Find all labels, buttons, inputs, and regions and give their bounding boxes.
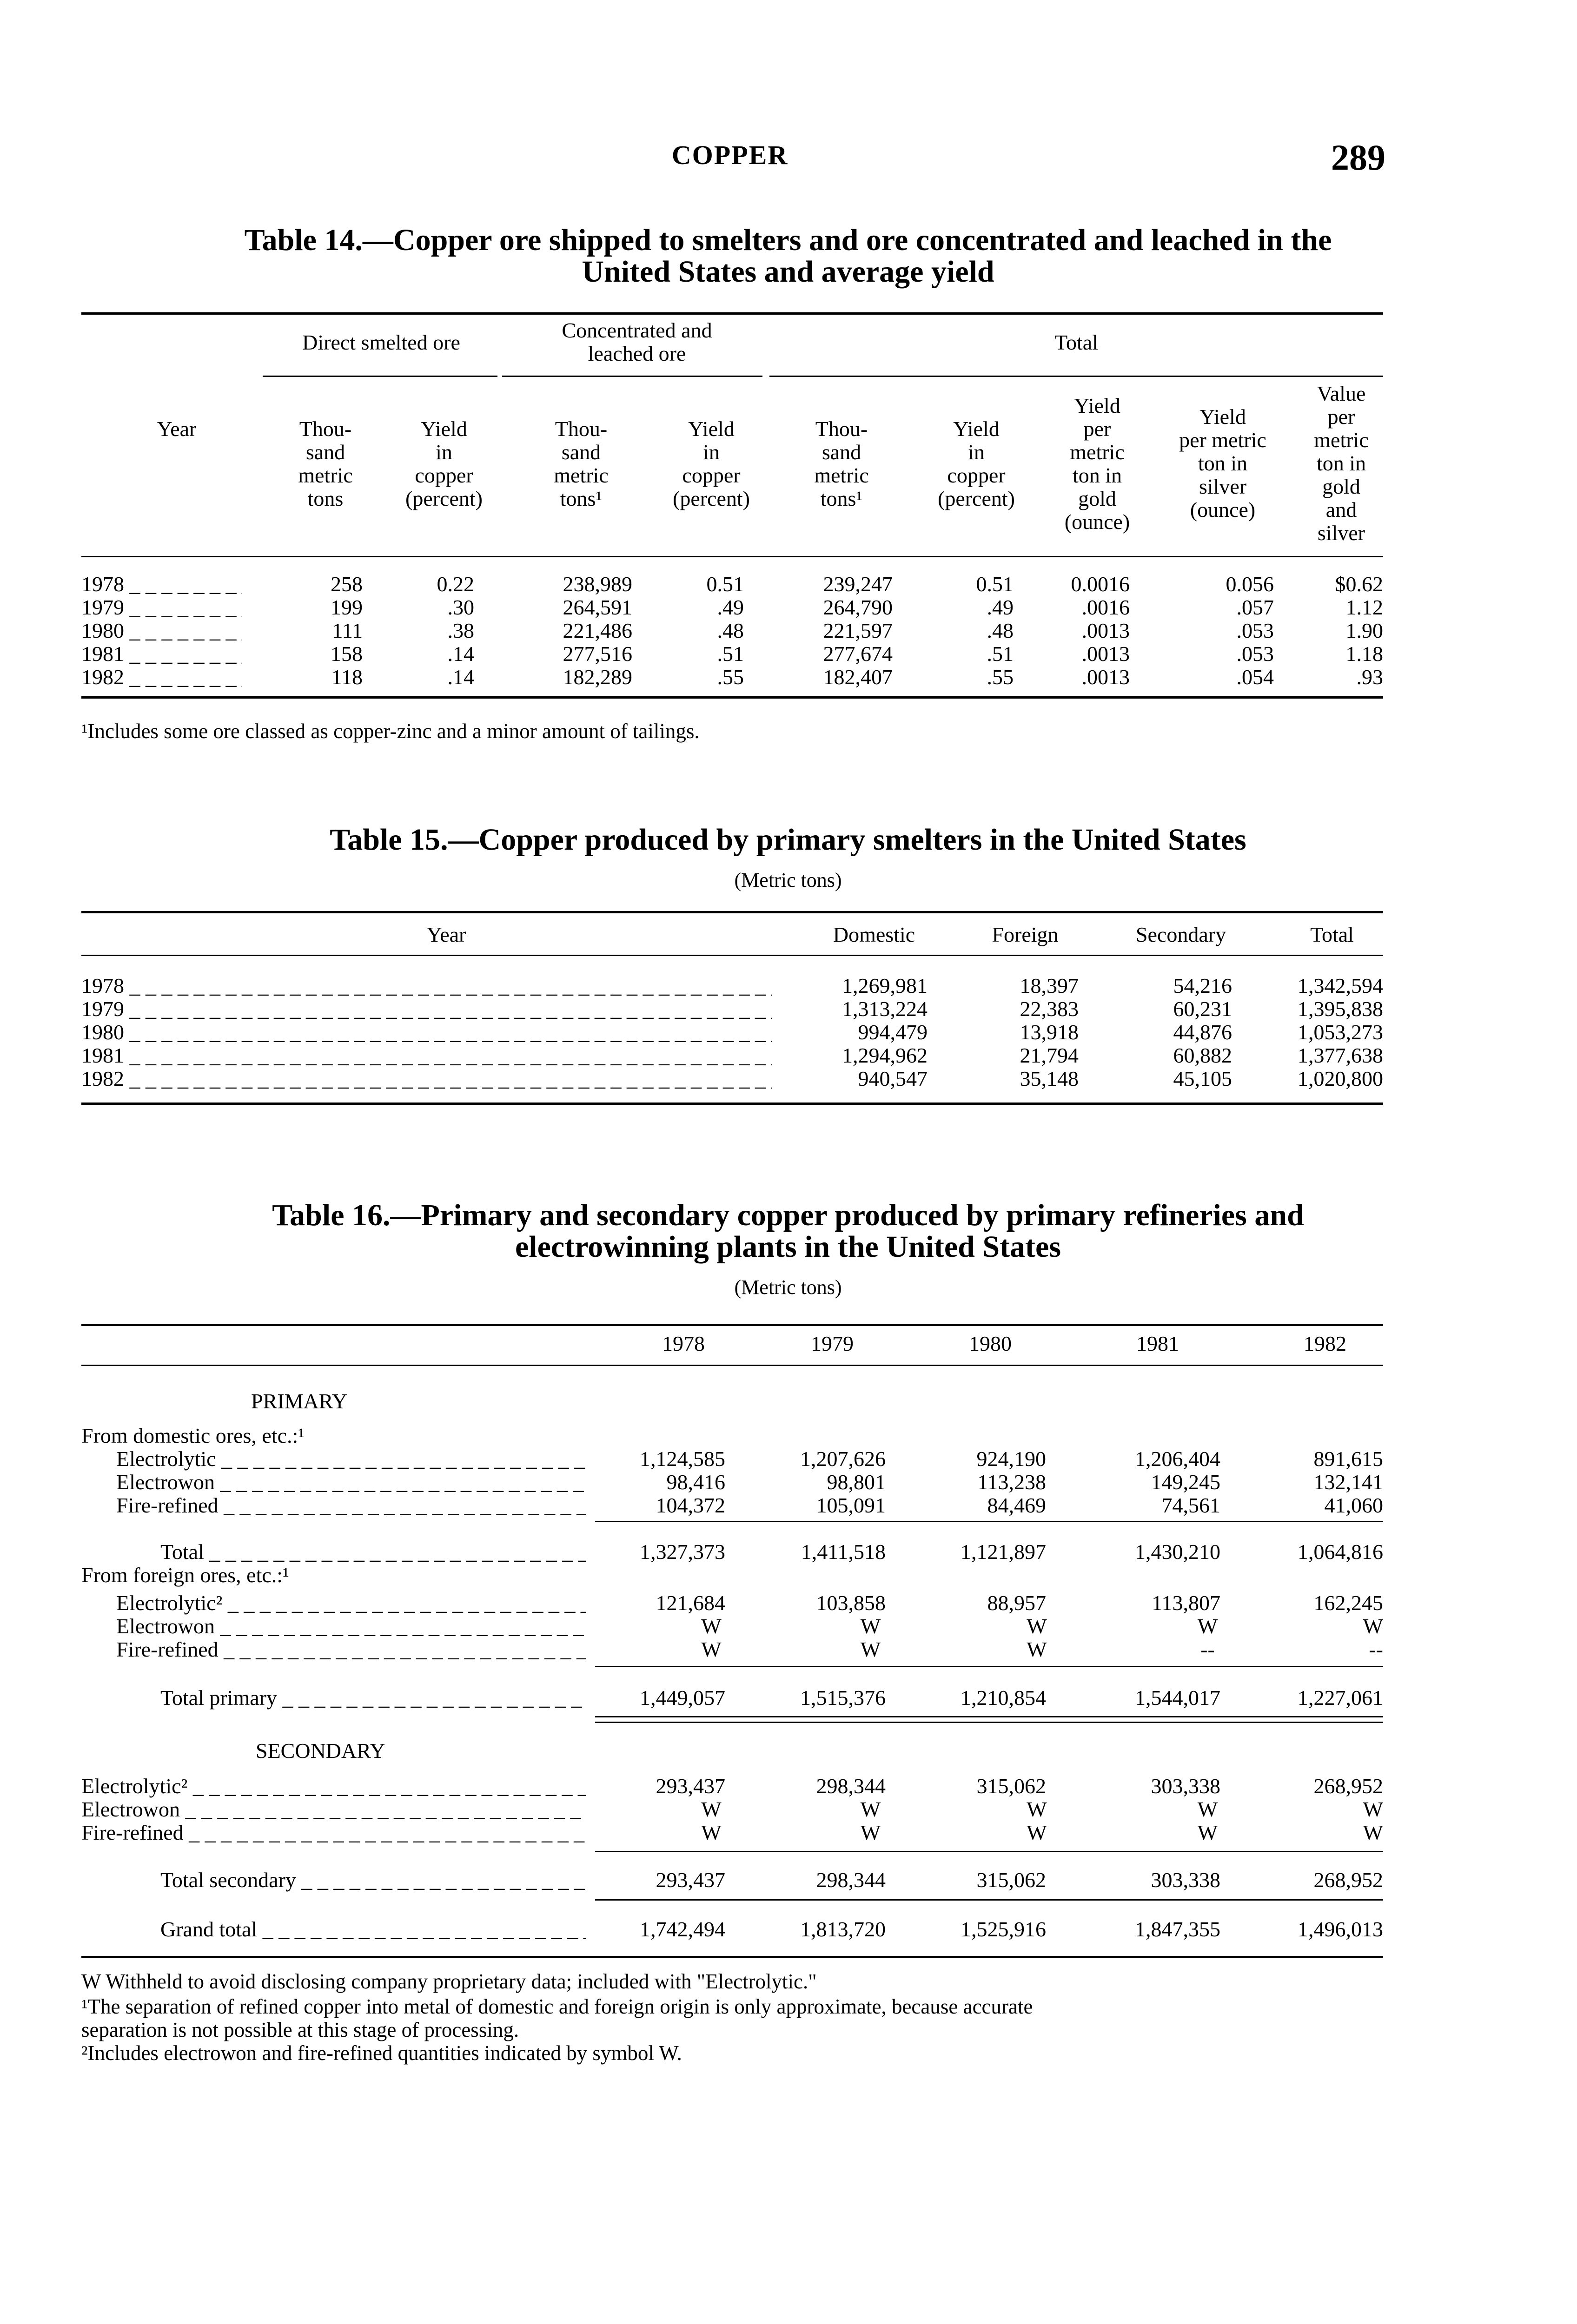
table-15-subtitle: (Metric tons) xyxy=(734,869,842,891)
t15-header-rule xyxy=(81,955,1383,956)
t14-col-year: Year xyxy=(157,417,197,441)
table-row: Fire-refined _ _ _ W W W -- -- xyxy=(0,1638,1577,1661)
table-row: Total _ _ _ 1,327,373 1,411,518 1,121,897 1,430,210 1,064,816 xyxy=(0,1540,1577,1564)
t16-double-rule-b xyxy=(595,1722,1383,1723)
t14-bottom-rule xyxy=(81,696,1383,699)
table-16-title-line1: Table 16.—Primary and secondary copper produced by primary refineries and xyxy=(272,1198,1304,1232)
t15-col-secondary: Secondary xyxy=(1135,923,1226,946)
table-14-title-line1: Table 14.—Copper ore shipped to smelters and ore concentrated and leached in the xyxy=(244,223,1332,257)
t16-top-rule xyxy=(81,1324,1383,1326)
t16-col-1980: 1980 xyxy=(969,1332,1012,1355)
t16-footnote-w: W Withheld to avoid disclosing company proprietary data; included with "Electrolytic." xyxy=(81,1970,817,1993)
t14-col-direct-tons: Thou- sand metric tons xyxy=(298,417,353,510)
running-head-title: COPPER xyxy=(671,140,788,170)
t14-rule-total xyxy=(769,376,1383,377)
t15-top-rule xyxy=(81,911,1383,913)
table-row: 1981 _ _ _ 158 .14 277,516 .51 277,674 .51 .0013 .053 1.18 xyxy=(0,642,1577,666)
table-row: 1979 _ _ _ 1,313,224 22,383 60,231 1,395,838 xyxy=(0,997,1577,1021)
table-15-title: Table 15.—Copper produced by primary smelters in the United States xyxy=(330,823,1246,857)
table-row: 1978 _ _ _ 258 0.22 238,989 0.51 239,247 0.51 0.0016 0.056 $0.62 xyxy=(0,573,1577,596)
t16-subtotal-rule xyxy=(595,1899,1383,1901)
t16-footnote-1a: ¹The separation of refined copper into metal of domestic and foreign origin is only approximate, because accurate xyxy=(81,1995,1033,2018)
t15-col-year: Year xyxy=(426,923,466,946)
t16-header-rule xyxy=(81,1365,1383,1366)
t14-col-conc-tons: Thou- sand metric tons¹ xyxy=(554,417,609,510)
table-row: 1979 _ _ _ 199 .30 264,591 .49 264,790 .49 .0016 .057 1.12 xyxy=(0,596,1577,619)
t16-footnote-1b: separation is not possible at this stage of processing. xyxy=(81,2018,519,2041)
table-row: 1981 _ _ _ 1,294,962 21,794 60,882 1,377,638 xyxy=(0,1044,1577,1067)
table-row: Electrowon _ _ _ 98,416 98,801 113,238 149,245 132,141 xyxy=(0,1471,1577,1494)
table-row: Total primary _ _ _ 1,449,057 1,515,376 1,210,854 1,544,017 1,227,061 xyxy=(0,1686,1577,1710)
table-row: 1982 _ _ _ 940,547 35,148 45,105 1,020,800 xyxy=(0,1067,1577,1090)
t16-domestic-heading: From domestic ores, etc.:¹ xyxy=(81,1424,305,1447)
t14-rule-conc xyxy=(502,376,762,377)
table-row: 1982 _ _ _ 118 .14 182,289 .55 182,407 .55 .0013 .054 .93 xyxy=(0,666,1577,689)
t15-col-total: Total xyxy=(1310,923,1354,946)
t16-col-1979: 1979 xyxy=(811,1332,854,1355)
t14-footnote: ¹Includes some ore classed as copper-zinc and a minor amount of tailings. xyxy=(81,720,700,743)
table-row: 1980 _ _ _ 111 .38 221,486 .48 221,597 .48 .0013 .053 1.90 xyxy=(0,619,1577,642)
table-14-top-rule xyxy=(81,312,1383,315)
table-row: Electrolytic² _ _ _ 293,437 298,344 315,062 303,338 268,952 xyxy=(0,1775,1577,1798)
table-row: Total secondary _ _ _ 293,437 298,344 315,062 303,338 268,952 xyxy=(0,1868,1577,1892)
t14-col-value: Value per metric ton in gold and silver xyxy=(1314,382,1369,545)
t15-bottom-rule xyxy=(81,1103,1383,1105)
t16-foreign-heading: From foreign ores, etc.:¹ xyxy=(81,1563,289,1587)
t14-group-conc-1: Concentrated and xyxy=(562,318,712,342)
t16-col-1978: 1978 xyxy=(662,1332,705,1355)
t16-double-rule-a xyxy=(595,1716,1383,1717)
t14-col-total-yield: Yield in copper (percent) xyxy=(938,417,1015,510)
t14-header-rule xyxy=(81,556,1383,557)
t14-rule-direct xyxy=(263,376,497,377)
t14-col-gold: Yield per metric ton in gold (ounce) xyxy=(1064,394,1130,534)
t16-footnote-2: ²Includes electrowon and fire-refined quantities indicated by symbol W. xyxy=(81,2041,682,2065)
t15-col-foreign: Foreign xyxy=(992,923,1059,946)
t14-group-conc-2: leached ore xyxy=(588,342,686,365)
table-16-subtitle: (Metric tons) xyxy=(734,1276,842,1299)
t14-group-direct: Direct smelted ore xyxy=(302,330,460,354)
table-row: Electrolytic² _ _ _ 121,684 103,858 88,957 113,807 162,245 xyxy=(0,1591,1577,1615)
t16-bottom-rule xyxy=(81,1956,1383,1958)
t14-col-total-tons: Thou- sand metric tons¹ xyxy=(814,417,869,510)
t16-col-1981: 1981 xyxy=(1136,1332,1179,1355)
table-16-title-line2: electrowinning plants in the United States xyxy=(515,1230,1061,1264)
t15-col-domestic: Domestic xyxy=(833,923,915,946)
t16-col-1982: 1982 xyxy=(1304,1332,1346,1355)
t14-group-total: Total xyxy=(1054,330,1098,354)
table-row: Grand total _ _ _ 1,742,494 1,813,720 1,525,916 1,847,355 1,496,013 xyxy=(0,1918,1577,1941)
t14-col-direct-yield: Yield in copper (percent) xyxy=(405,417,483,510)
page-number: 289 xyxy=(1331,137,1385,178)
table-row: Fire-refined _ _ _ W W W W W xyxy=(0,1821,1577,1844)
t16-secondary-heading: SECONDARY xyxy=(256,1739,385,1763)
t16-primary-heading: PRIMARY xyxy=(251,1389,348,1413)
table-row: Fire-refined _ _ _ 104,372 105,091 84,469 74,561 41,060 xyxy=(0,1494,1577,1517)
table-row: Electrowon _ _ _ W W W W W xyxy=(0,1615,1577,1638)
t16-subtotal-rule xyxy=(595,1851,1383,1852)
t16-subtotal-rule xyxy=(595,1666,1383,1667)
t14-col-silver: Yield per metric ton in silver (ounce) xyxy=(1179,405,1266,522)
t16-subtotal-rule xyxy=(595,1521,1383,1522)
table-row: Electrowon _ _ _ W W W W W xyxy=(0,1798,1577,1821)
table-row: 1980 _ _ _ 994,479 13,918 44,876 1,053,273 xyxy=(0,1021,1577,1044)
table-14-title-line2: United States and average yield xyxy=(582,255,994,289)
table-row: Electrolytic _ _ _ 1,124,585 1,207,626 924,190 1,206,404 891,615 xyxy=(0,1447,1577,1471)
t14-col-conc-yield: Yield in copper (percent) xyxy=(673,417,750,510)
table-row: 1978 _ _ _ 1,269,981 18,397 54,216 1,342,594 xyxy=(0,974,1577,997)
